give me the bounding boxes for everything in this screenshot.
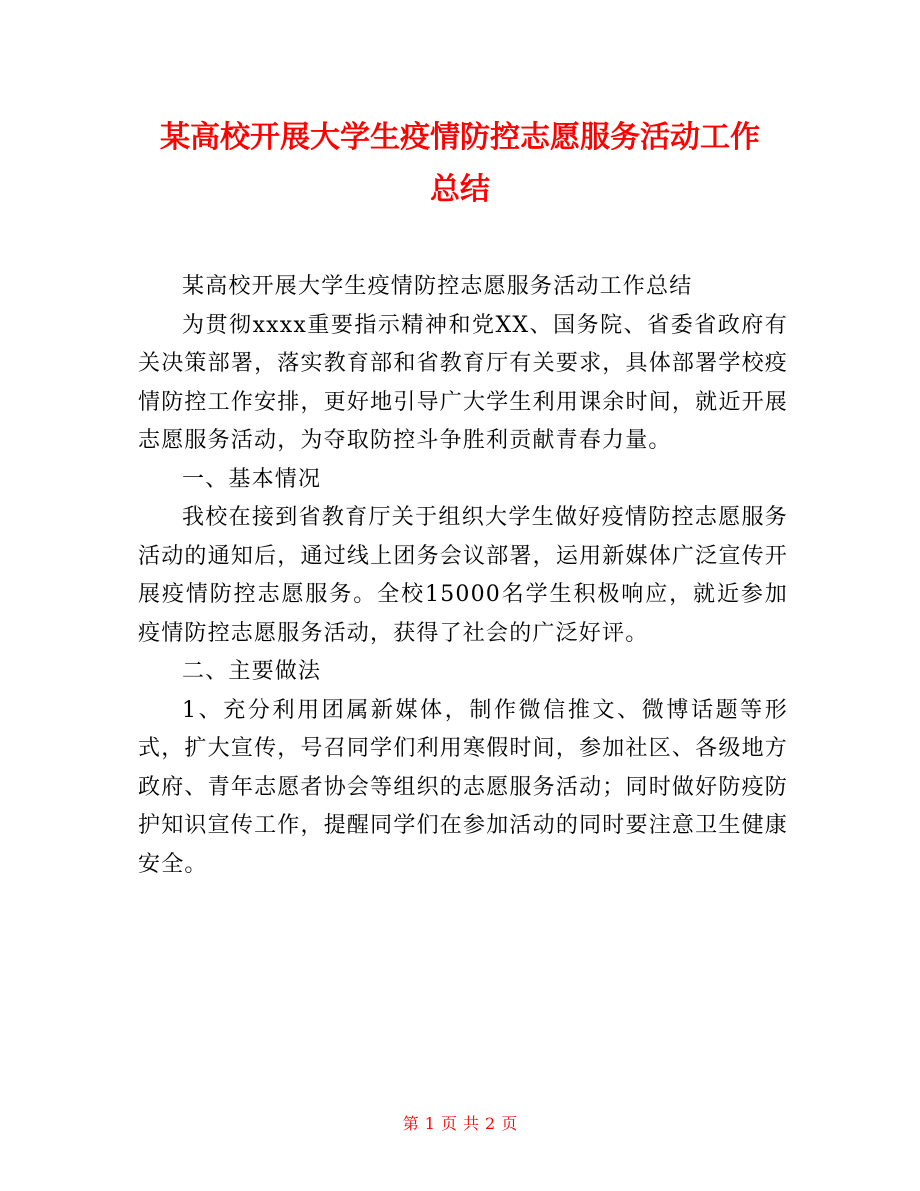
footer-page-word: 页	[440, 1114, 457, 1133]
footer-current-page: 1	[424, 1114, 435, 1133]
section-heading-main-practices: 二、主要做法	[182, 659, 322, 684]
document-body	[138, 268, 788, 884]
document-title-line1: 某高校开展大学生疫情防控志愿服务活动工作	[160, 120, 760, 155]
paragraph-practice-1: 1、充分利用团属新媒体，制作微信推文、微博话题等形式，扩大宣传，号召同学们利用寒假时间，参加社区、各级地方政府、青年志愿者协会等组织的志愿服务活动；同时做好防疫防护知识宣传工作，提醒同学们在参加活动的同时要注意卫生健康安全。	[138, 697, 788, 877]
paragraph-subtitle: 某高校开展大学生疫情防控志愿服务活动工作总结	[182, 274, 693, 299]
document-title-line2: 总结	[430, 172, 490, 207]
paragraph-basic-situation: 我校在接到省教育厅关于组织大学生做好疫情防控志愿服务活动的通知后，通过线上团务会议部署，运用新媒体广泛宣传开展疫情防控志愿服务。全校15000名学生积极响应，就近参加疫情防控志愿服务活动，获得了社会的广泛好评。	[138, 505, 788, 646]
paragraph-intro: 为贯彻xxxx重要指示精神和党XX、国务院、省委省政府有关决策部署，落实教育部和省教育厅有关要求，具体部署学校疫情防控工作安排，更好地引导广大学生利用课余时间，就近开展志愿服务活动，为夺取防控斗争胜利贡献青春力量。	[138, 312, 788, 453]
footer-total-prefix: 共	[463, 1114, 480, 1133]
footer-total-pages: 2	[485, 1114, 496, 1133]
document-title	[100, 112, 820, 216]
footer-page-prefix: 第	[402, 1114, 419, 1133]
section-heading-basic-situation: 一、基本情况	[182, 466, 322, 492]
page-footer	[0, 1113, 920, 1135]
footer-total-suffix: 页	[501, 1114, 518, 1133]
